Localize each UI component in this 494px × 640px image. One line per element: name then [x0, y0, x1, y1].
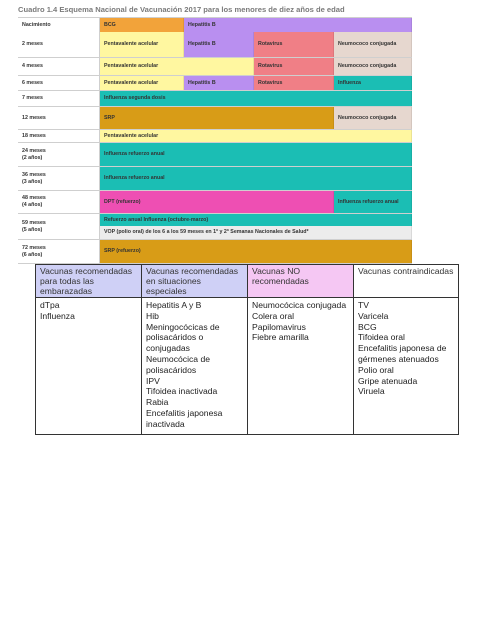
vaccine-cell: Rotavirus [254, 32, 334, 57]
column-header: Vacunas recomendadas para todas las embarazadas [36, 265, 141, 298]
age-label: 4 meses [18, 58, 100, 75]
schedule-row [18, 32, 412, 58]
age-label: 7 meses [18, 91, 100, 106]
age-label: 59 meses (5 años) [18, 214, 100, 239]
vaccine-cell: VOP (polio oral) de los 6 a los 59 meses en 1ª y 2ª Semanas Nacionales de Salud* [100, 226, 412, 239]
schedule-row [18, 143, 412, 167]
schedule-row [18, 130, 412, 143]
list-item: Influenza [40, 310, 75, 321]
column-header: Vacunas recomendadas en situaciones especiales [142, 265, 247, 298]
vaccine-cell: Pentavalente acelular [100, 32, 184, 57]
age-label: 12 meses [18, 107, 100, 129]
list-item: TV [358, 300, 369, 310]
vaccine-cell: Influenza refuerzo anual [100, 143, 412, 166]
vaccine-cell: Influenza [334, 76, 412, 90]
list-item: dTpa [40, 300, 60, 310]
column-header: Vacunas contraindicadas [354, 265, 458, 298]
list-item: Encefalitis japonesa de gérmenes atenuados [358, 343, 447, 364]
age-label: 24 meses (2 años) [18, 143, 100, 166]
vaccine-cell: Neumococo conjugada [334, 32, 412, 57]
recommendations-column [36, 265, 142, 434]
recommendations-column [248, 265, 354, 434]
schedule-row [18, 107, 412, 130]
vaccine-cell: Hepatitis B [184, 32, 254, 57]
list-item: Papilomavirus [252, 321, 306, 332]
column-header: Vacunas NO recomendadas [248, 265, 353, 298]
schedule-row [18, 76, 412, 91]
list-item: Neumocócica de polisacáridos [146, 353, 211, 375]
column-list [142, 298, 247, 432]
column-list [36, 298, 141, 324]
schedule-row [18, 17, 412, 33]
list-item: Gripe atenuada [358, 375, 418, 386]
vaccine-cell: Influenza refuerzo anual [100, 167, 412, 190]
vaccine-cell: Rotavirus [254, 76, 334, 90]
age-label: Nacimiento [18, 18, 100, 32]
list-item: Tifoidea oral [358, 332, 405, 343]
list-item: Colera oral [252, 310, 295, 321]
schedule-row [18, 91, 412, 107]
vaccine-cell: SRP [100, 107, 334, 129]
age-label: 18 meses [18, 130, 100, 142]
recommendations-column [142, 265, 248, 434]
list-item: Encefalitis japonesa inactivada [146, 407, 223, 429]
list-item: IPV [146, 375, 160, 386]
list-item: Neumocócica conjugada [252, 300, 347, 310]
list-item: Fiebre amarilla [252, 332, 309, 343]
age-label: 36 meses (3 años) [18, 167, 100, 190]
list-item: Hepatitis A y B [146, 300, 202, 310]
list-item: Viruela [358, 386, 385, 397]
recommendations-column [354, 265, 458, 434]
age-label: 72 meses (6 años) [18, 240, 100, 263]
age-label: 2 meses [18, 32, 100, 57]
list-item: Polio oral [358, 364, 394, 375]
vaccine-cell: Pentavalente acelular [100, 130, 412, 142]
vaccination-schedule [18, 17, 412, 265]
vaccine-cell: Influenza segunda dosis [100, 91, 412, 106]
vaccine-cell: Pentavalente acelular [100, 76, 184, 90]
vaccine-cell: Neumococo conjugada [334, 107, 412, 129]
vaccine-cell: Hepatitis B [184, 76, 254, 90]
age-label: 6 meses [18, 76, 100, 90]
vaccine-cell: SRP (refuerzo) [100, 240, 412, 263]
table-caption: Cuadro 1.4 Esquema Nacional de Vacunación 2017 para los menores de diez años de edad [18, 5, 345, 14]
schedule-row [18, 240, 412, 264]
schedule-row [18, 191, 412, 214]
list-item: Hib [146, 310, 159, 321]
recommendations-table [35, 264, 459, 435]
list-item: Varicela [358, 310, 389, 321]
vaccine-cell: Hepatitis B [184, 18, 412, 32]
list-item: Tifoidea inactivada [146, 386, 218, 397]
vaccine-cell: Neumococo conjugada [334, 58, 412, 75]
column-list [248, 298, 353, 345]
vaccine-cell: Refuerzo anual Influenza (octubre-marzo) [100, 214, 412, 226]
schedule-row [18, 214, 412, 240]
vaccine-cell: BCG [100, 18, 184, 32]
list-item: Meningocócicas de polisacáridos o conjugadas [146, 321, 220, 354]
vaccine-cell: Influenza refuerzo anual [334, 191, 412, 213]
age-label: 48 meses (4 años) [18, 191, 100, 213]
vaccine-cell: DPT (refuerzo) [100, 191, 334, 213]
list-item: Rabia [146, 397, 169, 408]
list-item: BCG [358, 321, 377, 332]
schedule-row [18, 167, 412, 191]
column-list [354, 298, 458, 399]
schedule-row [18, 58, 412, 76]
vaccine-cell: Rotavirus [254, 58, 334, 75]
vaccine-cell: Pentavalente acelular [100, 58, 254, 75]
